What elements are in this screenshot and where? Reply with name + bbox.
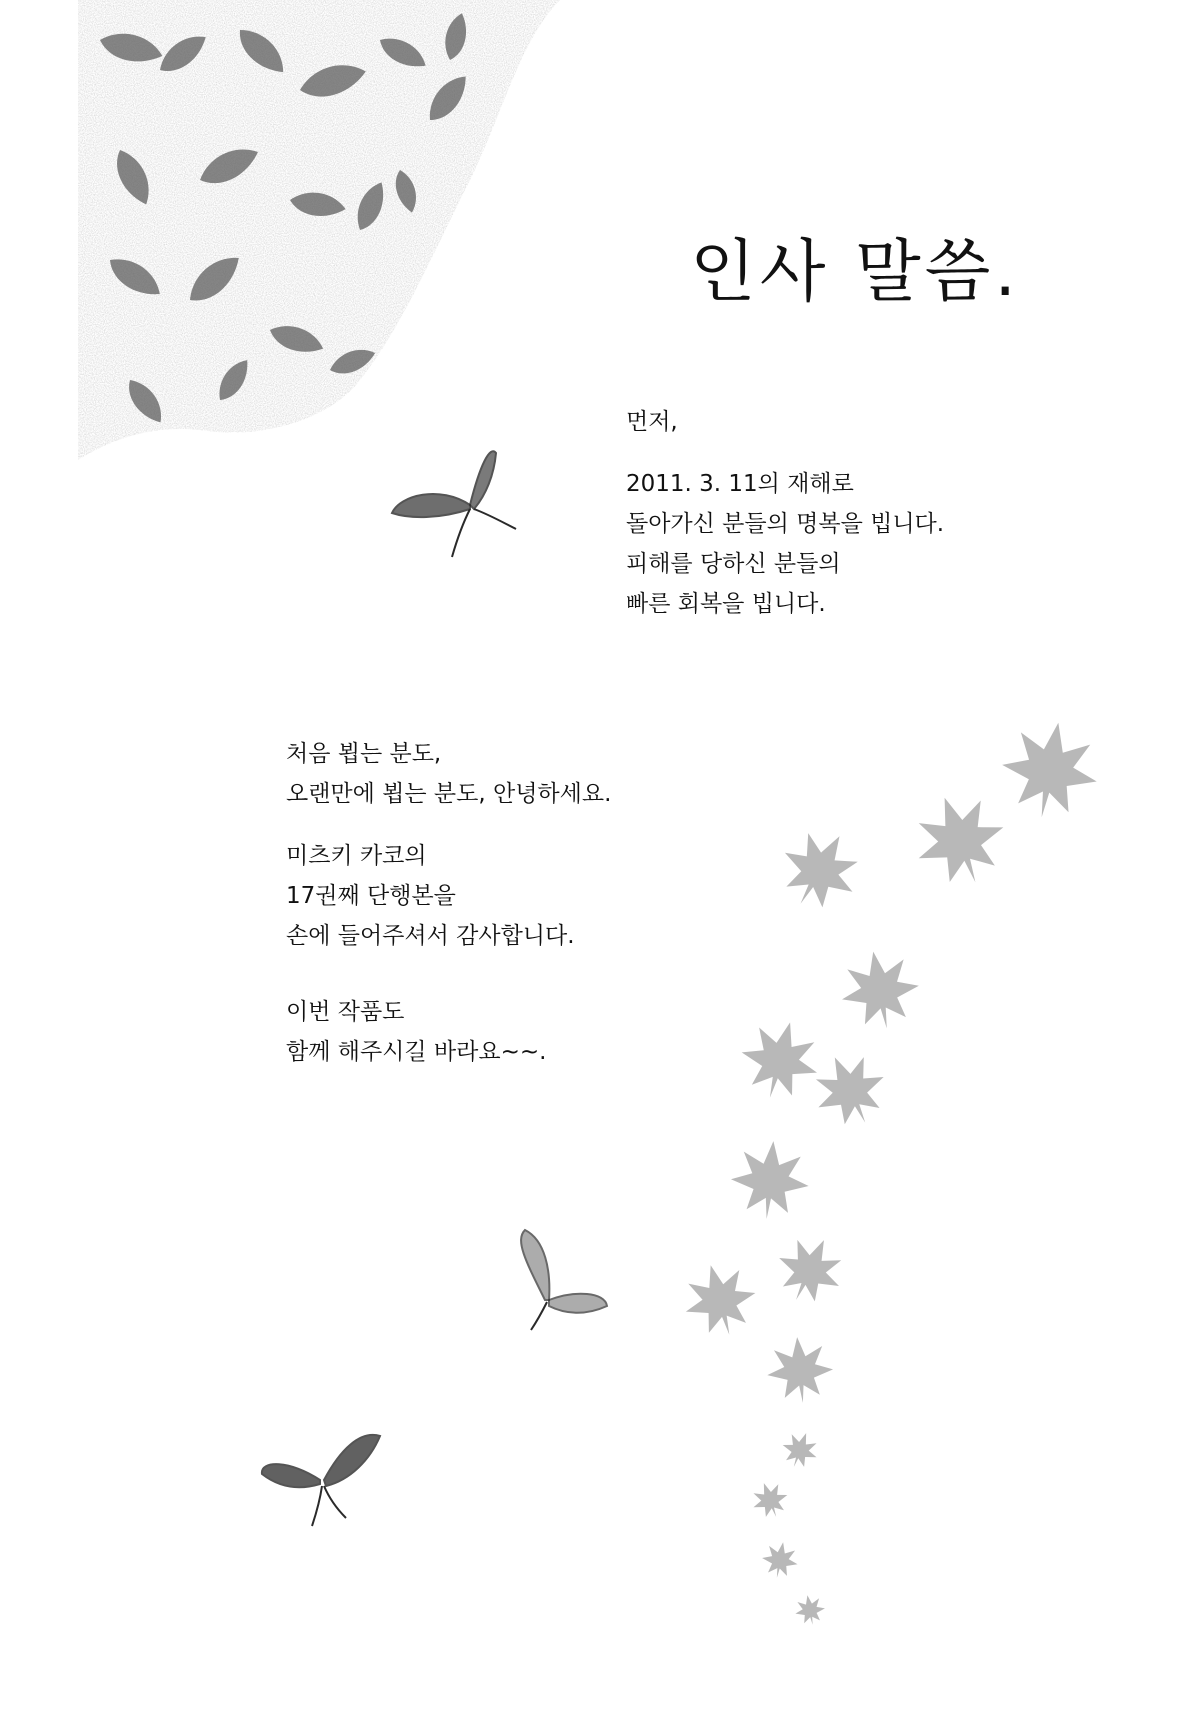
maple-leaf-illustration	[676, 714, 1106, 1627]
intro-line: 17권째 단행본을	[286, 883, 456, 909]
greeting-block	[626, 402, 944, 624]
greeting-line: 2011. 3. 11의 재해로	[626, 471, 854, 497]
page-title: 인사 말씀.	[690, 233, 1020, 312]
greeting-line: 빠른 회복을 빕니다.	[626, 591, 826, 617]
intro-line: 미츠키 카코의	[286, 843, 427, 869]
greeting-opening: 먼저,	[626, 409, 678, 435]
leaves-illustration	[78, 0, 560, 460]
intro-line: 처음 뵙는 분도,	[286, 741, 442, 767]
intro-line: 오랜만에 뵙는 분도, 안녕하세요.	[286, 781, 612, 807]
intro-line: 함께 해주시길 바라요~~.	[286, 1039, 547, 1065]
intro-block	[286, 734, 611, 1072]
intro-line: 이번 작품도	[286, 999, 405, 1025]
intro-line: 손에 들어주셔서 감사합니다.	[286, 923, 575, 949]
greeting-line: 돌아가신 분들의 명복을 빕니다.	[626, 511, 945, 537]
greeting-line: 피해를 당하신 분들의	[626, 551, 841, 577]
